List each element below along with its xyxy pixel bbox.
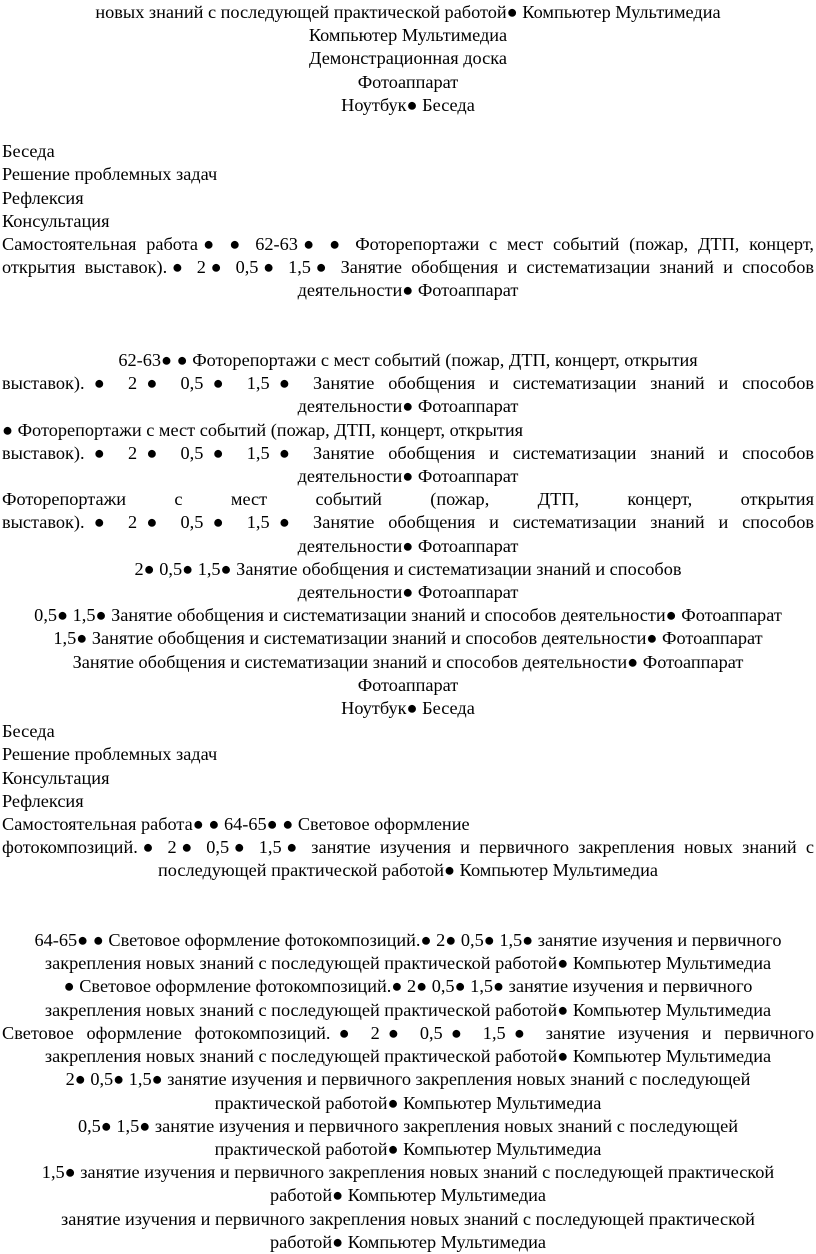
- text-line: Консультация: [2, 210, 110, 231]
- text-line: закрепления новых знаний с последующей практической работой● Компьютер Мультимедиа: [44, 999, 772, 1020]
- text-line: Беседа: [2, 721, 55, 742]
- text-line: 1,5● Занятие обобщения и систематизации знаний и способов деятельности● Фотоаппарат: [53, 628, 763, 649]
- text-line: Ноутбук● Беседа: [341, 698, 475, 719]
- text-line: выставок).● 2● 0,5● 1,5● Занятие обобщения и систематизации знаний и способов: [2, 442, 814, 463]
- text-line: последующей практической работой● Компьютер Мультимедиа: [158, 860, 658, 881]
- text-line: работой● Компьютер Мультимедиа: [269, 1231, 547, 1252]
- text-line: работой● Компьютер Мультимедиа: [269, 1185, 547, 1206]
- text-line: Компьютер Мультимедиа: [308, 25, 508, 46]
- text-line: Решение проблемных задач: [2, 164, 218, 185]
- text-line: деятельности● Фотоаппарат: [297, 280, 519, 301]
- text-line: выставок).● 2● 0,5● 1,5● Занятие обобщения и систематизации знаний и способов: [2, 373, 814, 394]
- text-line: Самостоятельная работа● ● 64-65● ● Световое оформление: [2, 814, 470, 835]
- text-line: выставок).● 2● 0,5● 1,5● Занятие обобщения и систематизации знаний и способов: [2, 512, 814, 533]
- text-line: ● Световое оформление фотокомпозиций.● 2● 0,5● 1,5● занятие изучения и первичного: [63, 976, 753, 997]
- text-line: практической работой● Компьютер Мультимедиа: [214, 1092, 602, 1113]
- text-line: Световое оформление фотокомпозиций.● 2● 0,5● 1,5● занятие изучения и первичного: [2, 1022, 814, 1043]
- text-line: 1,5● занятие изучения и первичного закрепления новых знаний с последующей практической: [41, 1162, 775, 1183]
- text-line: фотокомпозиций.● 2● 0,5● 1,5● занятие изучения и первичного закрепления новых знаний с: [2, 837, 814, 858]
- text-line: Фоторепортажи с мест событий (пожар, ДТП, концерт, открытия: [2, 489, 814, 510]
- text-line: занятие изучения и первичного закрепления новых знаний с последующей практической: [61, 1208, 755, 1229]
- text-line: 64-65● ● Световое оформление фотокомпозиций.● 2● 0,5● 1,5● занятие изучения и первичного: [34, 930, 782, 951]
- empty-line: [2, 117, 814, 140]
- text-line: Консультация: [2, 767, 110, 788]
- text-line: деятельности● Фотоаппарат: [297, 582, 519, 603]
- text-line: Рефлексия: [2, 790, 84, 811]
- text-line: ● Фоторепортажи с мест событий (пожар, ДТП, концерт, открытия: [2, 419, 524, 440]
- text-line: 2● 0,5● 1,5● занятие изучения и первичного закрепления новых знаний с последующей: [65, 1069, 751, 1090]
- text-line: закрепления новых знаний с последующей практической работой● Компьютер Мультимедиа: [44, 953, 772, 974]
- text-line: Решение проблемных задач: [2, 744, 218, 765]
- text-line: Самостоятельная работа● ● 62-63● ● Фоторепортажи с мест событий (пожар, ДТП, концерт,: [2, 234, 814, 255]
- text-line: 2● 0,5● 1,5● Занятие обобщения и систематизации знаний и способов: [134, 558, 682, 579]
- text-line: Занятие обобщения и систематизации знаний и способов деятельности● Фотоаппарат: [72, 651, 744, 672]
- text-line: Рефлексия: [2, 187, 84, 208]
- text-line: практической работой● Компьютер Мультимедиа: [214, 1138, 602, 1159]
- text-line: Фотоаппарат: [357, 674, 459, 695]
- text-line: Демонстрационная доска: [309, 48, 507, 69]
- text-line: новых знаний с последующей практической работой● Компьютер Мультимедиа: [95, 2, 721, 22]
- text-line: Беседа: [2, 141, 55, 162]
- text-line: закрепления новых знаний с последующей практической работой● Компьютер Мультимедиа: [44, 1046, 772, 1067]
- paragraph-gap: [2, 303, 814, 349]
- text-line: деятельности● Фотоаппарат: [297, 535, 519, 556]
- text-line: деятельности● Фотоаппарат: [297, 466, 519, 487]
- text-line: 0,5● 1,5● Занятие обобщения и систематизации знаний и способов деятельности● Фотоаппарат: [34, 605, 782, 626]
- paragraph-gap: [2, 883, 814, 929]
- text-line: деятельности● Фотоаппарат: [297, 396, 519, 417]
- text-line: Фотоаппарат: [357, 71, 459, 92]
- text-line: открытия выставок).● 2● 0,5● 1,5● Занятие обобщения и систематизации знаний и способов: [2, 257, 814, 278]
- text-line: 62-63● ● Фоторепортажи с мест событий (пожар, ДТП, концерт, открытия: [118, 350, 698, 371]
- text-line: Ноутбук● Беседа: [341, 94, 475, 115]
- text-line: 0,5● 1,5● занятие изучения и первичного закрепления новых знаний с последующей: [77, 1115, 739, 1136]
